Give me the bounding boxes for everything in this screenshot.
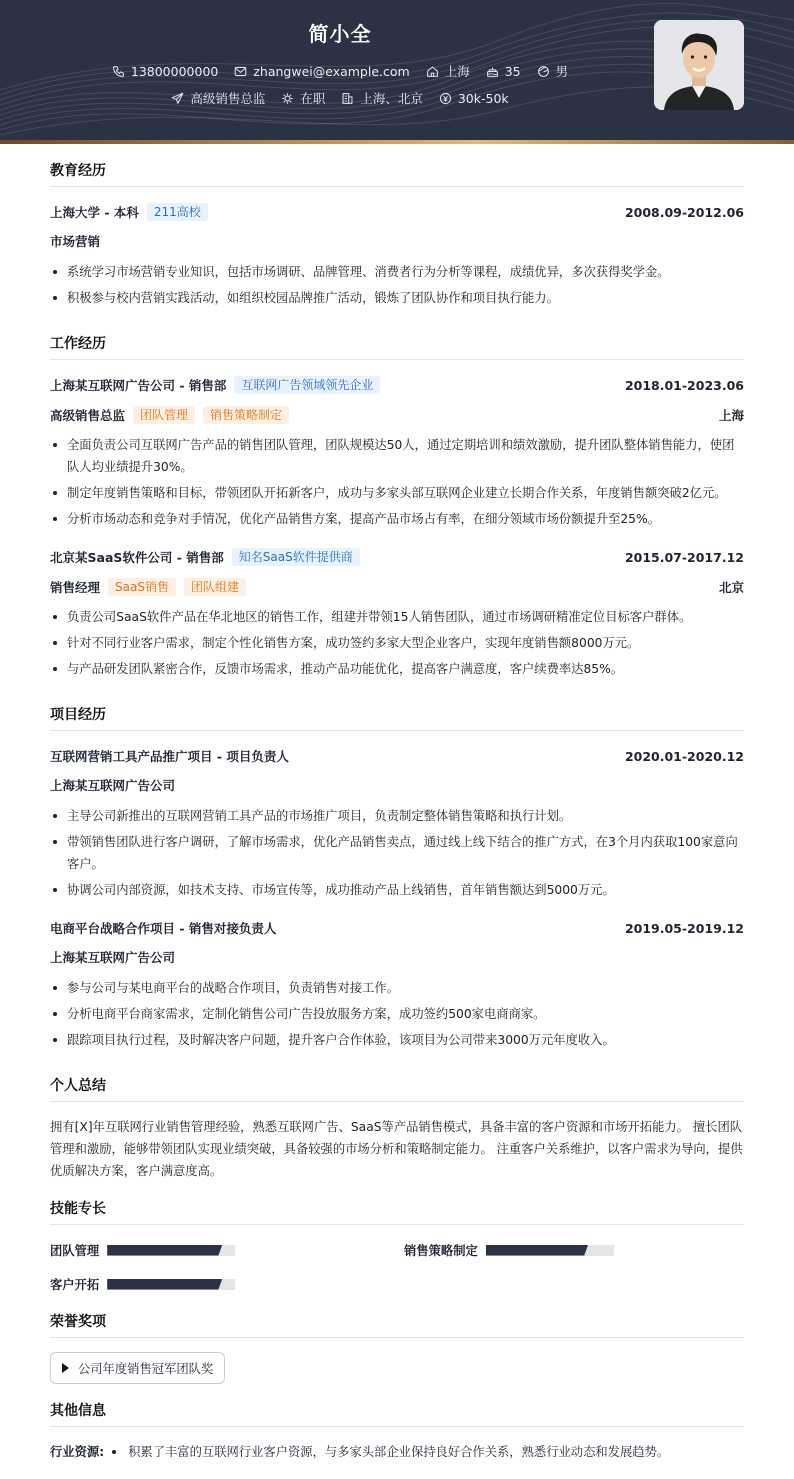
- send-icon: [171, 92, 184, 105]
- list-item: 带领销售团队进行客户调研，了解市场需求，优化产品销售卖点，通过线上线下结合的推广方式，在3个月内获取100家意向客户。: [50, 831, 744, 875]
- skill-tag: SaaS销售: [108, 578, 176, 596]
- salary-text: 30k-50k: [457, 90, 509, 106]
- school-tag: 211高校: [147, 203, 208, 221]
- job-position-row: [50, 576, 744, 598]
- project-date: 2020.01-2020.12: [624, 748, 744, 764]
- project-company: 上海某互联网广告公司: [50, 950, 176, 965]
- job-bullets: [50, 434, 744, 530]
- candidate-name: 简小全: [308, 22, 372, 46]
- job-company-group: [50, 376, 380, 394]
- gender-icon: [537, 65, 550, 78]
- status-text: 在职: [300, 91, 326, 106]
- target-city-info: [341, 89, 423, 107]
- summary-text: 拥有[X]年互联网行业销售管理经验，熟悉互联网广告、SaaS等产品销售模式，具备丰富的客户资源和市场开拓能力。 擅长团队管理和激励，能够带领团队实现业绩突破，具备较强的市场分析和策略制定能力。 注重客户关系维护，以客户需求为导向，提供优质解决方案，客户满意度高。: [50, 1120, 743, 1178]
- list-item: 负责公司SaaS软件产品在华北地区的销售工作，组建并带领15人销售团队，通过市场调研精准定位目标客户群体。: [50, 606, 744, 628]
- list-item: 系统学习市场营销专业知识，包括市场调研、品牌管理、消费者行为分析等课程，成绩优异，多次获得奖学金。: [50, 261, 744, 283]
- job-location: 北京: [718, 580, 744, 595]
- awards-section: [50, 1311, 744, 1400]
- list-item: 跟踪项目执行过程，及时解决客户问题，提升客户合作体验，该项目为公司带来3000万元年度收入。: [50, 1029, 744, 1051]
- project-name: 互联网营销工具产品推广项目 - 项目负责人: [50, 749, 289, 764]
- job-position-group: [50, 578, 246, 596]
- major-name: 市场营销: [50, 234, 101, 249]
- project-name: 电商平台战略合作项目 - 销售对接负责人: [50, 921, 277, 936]
- job-company-group: [50, 548, 360, 566]
- list-item: 与产品研发团队紧密合作，反馈市场需求，推动产品功能优化，提高客户满意度，客户续费率达85%。: [50, 658, 744, 680]
- list-item: 分析电商平台商家需求，定制化销售公司广告投放服务方案，成功签约500家电商商家。: [50, 1003, 744, 1025]
- school-name: 上海大学 - 本科: [50, 205, 139, 220]
- gender-text: 男: [555, 64, 569, 79]
- list-item: 全面负责公司互联网广告产品的销售团队管理，团队规模达50人，通过定期培训和绩效激励，提升团队整体销售能力，使团队人均业绩提升30%。: [50, 434, 744, 478]
- company-tag: 知名SaaS软件提供商: [232, 548, 360, 566]
- education-bullets: [50, 261, 744, 309]
- education-date: 2008.09-2012.06: [624, 204, 744, 220]
- summary-section: [50, 1075, 744, 1198]
- section-title: 技能专长: [50, 1198, 744, 1225]
- other-info-row: [50, 1441, 744, 1463]
- status-info: [281, 89, 325, 107]
- project-company: 上海某互联网广告公司: [50, 778, 176, 793]
- project-date: 2019.05-2019.12: [624, 920, 744, 936]
- target-city-text: 上海、北京: [360, 91, 423, 106]
- skill-name: 客户开拓: [50, 1278, 100, 1292]
- position-name: 销售经理: [50, 580, 101, 595]
- work-section: [50, 333, 744, 704]
- skill-tag: 团队管理: [133, 406, 195, 424]
- phone-icon: [112, 65, 125, 78]
- list-item: 针对不同行业客户需求，制定个性化销售方案，成功签约多家大型企业客户，实现年度销售额8000万元。: [50, 632, 744, 654]
- list-item: 分析市场动态和竞争对手情况，优化产品销售方案，提高产品市场占有率，在细分领域市场份额提升至25%。: [50, 508, 744, 530]
- job-date: 2018.01-2023.06: [624, 377, 744, 393]
- section-title: 教育经历: [50, 160, 744, 187]
- section-title: 其他信息: [50, 1400, 744, 1427]
- job-intent-row: [0, 89, 680, 108]
- other-text: 积累了丰富的互联网行业客户资源，与多家头部企业保持良好合作关系，熟悉行业动态和发展趋势。: [128, 1445, 670, 1459]
- job-date: 2015.07-2017.12: [624, 549, 744, 565]
- section-title: 工作经历: [50, 333, 744, 360]
- mail-icon: [234, 65, 247, 78]
- list-item: 主导公司新推出的互联网营销工具产品的市场推广项目，负责制定整体销售策略和执行计划。: [50, 805, 744, 827]
- building-icon: [341, 92, 354, 105]
- list-item: 协调公司内部资源，如技术支持、市场宣传等，成功推动产品上线销售，首年销售额达到5000万元。: [50, 879, 744, 901]
- list-item: 制定年度销售策略和目标，带领团队开拓新客户，成功与多家头部互联网企业建立长期合作关系，年度销售额突破2亿元。: [50, 482, 744, 504]
- email-info: [234, 64, 409, 79]
- company-name: 北京某SaaS软件公司 - 销售部: [50, 550, 224, 565]
- home-icon: [426, 65, 439, 78]
- profile-photo: [654, 20, 744, 110]
- job-entry: [50, 546, 744, 680]
- city-info: [426, 62, 470, 80]
- status-gear-icon: [281, 92, 294, 105]
- skill-bar: [486, 1245, 614, 1256]
- section-title: 荣誉奖项: [50, 1311, 744, 1338]
- skill-name: 销售策略制定: [404, 1244, 478, 1258]
- age-text: 35: [504, 63, 521, 79]
- skills-section: [50, 1198, 744, 1311]
- bullet-dot: [112, 1450, 116, 1454]
- money-icon: [439, 92, 452, 105]
- skill-name: 团队管理: [50, 1244, 100, 1258]
- other-section: [50, 1400, 744, 1463]
- city-text: 上海: [444, 64, 470, 79]
- cake-icon: [486, 65, 499, 78]
- job-location: 上海: [718, 408, 744, 423]
- job-header-row: [50, 374, 744, 396]
- position-name: 高级销售总监: [50, 408, 126, 423]
- section-title: 个人总结: [50, 1075, 744, 1102]
- skill-bar: [107, 1245, 235, 1256]
- company-name: 上海某互联网广告公司 - 销售部: [50, 378, 227, 393]
- education-section: [50, 160, 744, 333]
- project-bullets: [50, 977, 744, 1051]
- skill-item: [404, 1241, 614, 1259]
- award-label: 公司年度销售冠军团队奖: [78, 1362, 214, 1376]
- email-text: zhangwei@example.com: [253, 63, 410, 79]
- job-header-row: [50, 546, 744, 568]
- section-title: 项目经历: [50, 704, 744, 731]
- project-bullets: [50, 805, 744, 901]
- education-header-row: [50, 201, 744, 223]
- gender-info: [537, 62, 569, 80]
- skills-list: [50, 1239, 744, 1309]
- job-position-group: [50, 406, 289, 424]
- skill-item: [50, 1241, 235, 1259]
- company-tag: 互联网广告领域领先企业: [234, 376, 380, 394]
- expand-triangle-icon: [62, 1363, 69, 1373]
- job-bullets: [50, 606, 744, 680]
- resume-body: [50, 160, 744, 1463]
- project-entry: [50, 917, 744, 1051]
- phone-info: [112, 64, 218, 79]
- salary-info: [439, 91, 509, 106]
- job-entry: [50, 374, 744, 546]
- resume-header: [0, 0, 794, 140]
- skill-bar-fill: [486, 1245, 588, 1256]
- skill-item: [50, 1275, 235, 1293]
- project-header-row: [50, 917, 744, 939]
- projects-section: [50, 704, 744, 1075]
- header-accent-bar: [0, 140, 794, 144]
- other-label: 行业资源:: [50, 1445, 105, 1459]
- target-title-text: 高级销售总监: [190, 91, 266, 106]
- skill-tag: 销售策略制定: [203, 406, 289, 424]
- education-left: [50, 203, 208, 221]
- skill-bar-fill: [107, 1279, 222, 1290]
- target-title-info: [171, 89, 265, 107]
- award-item[interactable]: [50, 1352, 225, 1384]
- phone-text: 13800000000: [130, 63, 219, 79]
- skill-bar-fill: [107, 1245, 222, 1256]
- skill-tag: 团队组建: [184, 578, 246, 596]
- skill-bar: [107, 1279, 235, 1290]
- project-header-row: [50, 745, 744, 767]
- list-item: 参与公司与某电商平台的战略合作项目，负责销售对接工作。: [50, 977, 744, 999]
- contact-row: [0, 62, 680, 81]
- list-item: 积极参与校内营销实践活动，如组织校园品牌推广活动，锻炼了团队协作和项目执行能力。: [50, 287, 744, 309]
- project-entry: [50, 745, 744, 917]
- age-info: [486, 64, 521, 79]
- job-position-row: [50, 404, 744, 426]
